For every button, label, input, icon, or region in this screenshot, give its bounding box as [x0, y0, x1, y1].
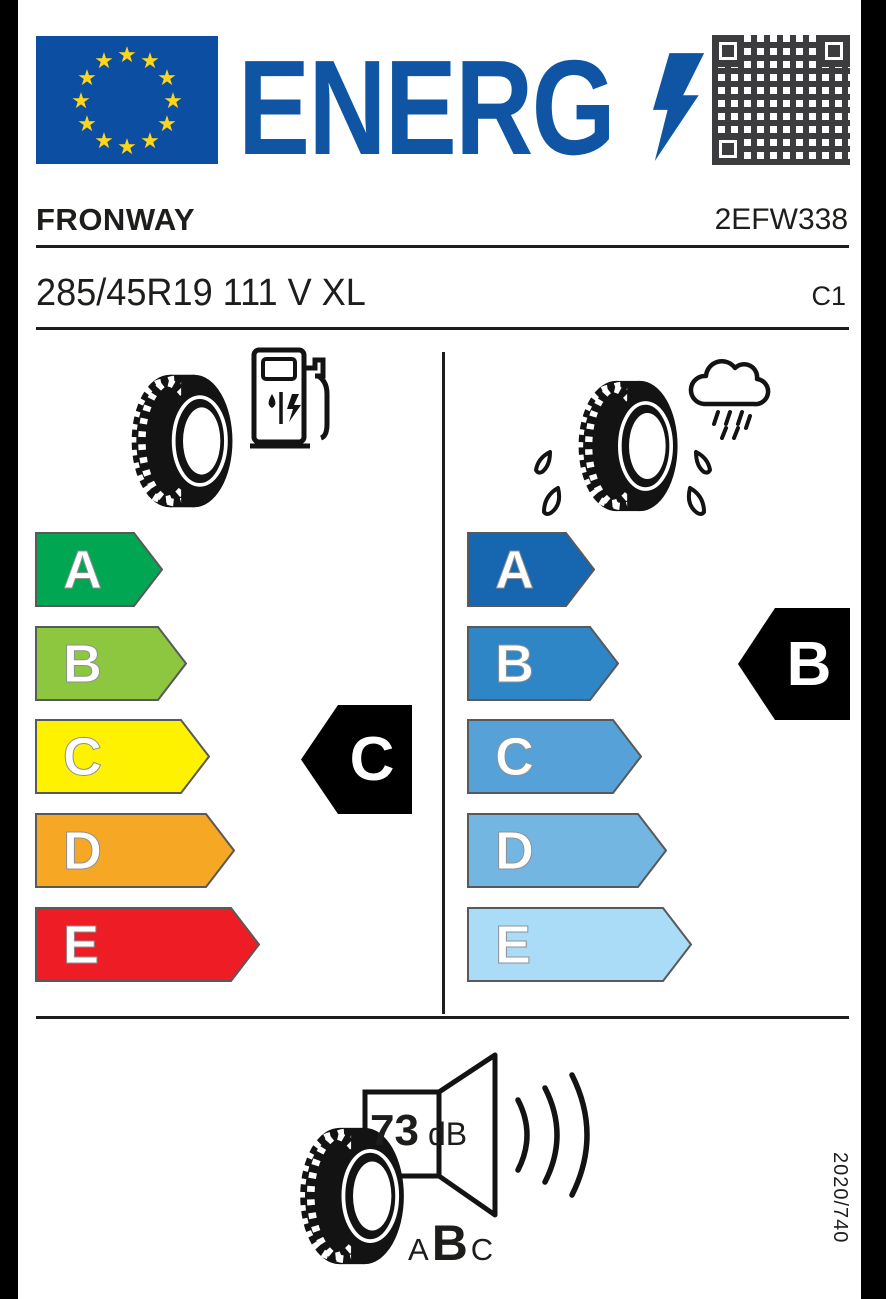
- wet-rating-indicator: [738, 608, 850, 720]
- qr-finder-top-right: [818, 35, 850, 67]
- fuel-tyre-icon: [127, 368, 239, 514]
- svg-text:★: ★: [117, 43, 137, 68]
- grade-letter: C: [495, 726, 534, 787]
- svg-text:★: ★: [94, 129, 114, 154]
- grade-letter: D: [63, 820, 102, 881]
- fuel-grade-b-arrow: [35, 626, 187, 701]
- wet-rating-letter: B: [786, 629, 832, 699]
- fuel-rating-indicator: [301, 705, 413, 814]
- qr-finder-bottom-left: [712, 133, 744, 165]
- brand-name: FRONWAY: [36, 202, 196, 237]
- divider-rule-1: [36, 245, 849, 248]
- svg-text:★: ★: [77, 112, 97, 137]
- label-border-left: [0, 0, 18, 1299]
- section-divider-vertical: [442, 352, 445, 1014]
- grade-letter: D: [495, 820, 534, 881]
- noise-db-value: [370, 1106, 467, 1156]
- tyre-class: C1: [811, 281, 846, 311]
- rain-cloud-icon: [680, 346, 782, 440]
- noise-unit: dB: [427, 1116, 468, 1152]
- svg-text:★: ★: [140, 129, 160, 154]
- svg-text:★: ★: [71, 89, 91, 114]
- wet-grade-d-arrow: [467, 813, 667, 888]
- noise-class-a: A: [408, 1232, 429, 1267]
- fuel-grade-c-arrow: [35, 719, 210, 794]
- svg-text:★: ★: [163, 89, 183, 114]
- fuel-grade-a-arrow: [35, 532, 163, 607]
- grade-letter: A: [63, 539, 102, 600]
- water-splash-icons: [528, 440, 732, 524]
- divider-rule-2: [36, 327, 849, 330]
- noise-class-b-rating: B: [431, 1215, 468, 1271]
- fuel-grade-e-arrow: [35, 907, 260, 982]
- label-border-right: [861, 0, 886, 1299]
- fuel-rating-letter: C: [349, 725, 395, 794]
- tyre-size: 285/45R19 111 V XL: [36, 272, 366, 314]
- wet-grade-a-arrow: [467, 532, 595, 607]
- divider-rule-3: [36, 1016, 849, 1019]
- wet-grade-c-arrow: [467, 719, 642, 794]
- lightning-bolt-icon: [642, 52, 706, 164]
- noise-value: 73: [370, 1106, 419, 1155]
- grade-letter: B: [495, 633, 534, 694]
- grade-letter: A: [495, 539, 534, 600]
- qr-code: [712, 35, 850, 165]
- svg-text:★: ★: [157, 112, 177, 137]
- noise-class-c: C: [470, 1232, 494, 1267]
- qr-finder-top-left: [712, 35, 744, 67]
- energy-logo-text: ENERG: [238, 32, 615, 183]
- svg-text:★: ★: [140, 49, 160, 74]
- eu-flag: [36, 36, 218, 164]
- svg-text:★: ★: [117, 135, 137, 160]
- grade-letter: B: [63, 633, 102, 694]
- grade-letter: E: [495, 914, 532, 975]
- wet-grade-e-arrow: [467, 907, 692, 982]
- svg-text:★: ★: [157, 66, 177, 91]
- wet-grade-b-arrow: [467, 626, 619, 701]
- fuel-pump-icon: [248, 346, 332, 454]
- fuel-grade-d-arrow: [35, 813, 235, 888]
- grade-letter: C: [63, 726, 102, 787]
- svg-text:★: ★: [94, 49, 114, 74]
- svg-text:★: ★: [77, 66, 97, 91]
- model-code: 2EFW338: [714, 203, 848, 236]
- noise-class-scale: [408, 1214, 493, 1272]
- regulation-number: 2020/740: [829, 1152, 851, 1244]
- grade-letter: E: [63, 914, 100, 975]
